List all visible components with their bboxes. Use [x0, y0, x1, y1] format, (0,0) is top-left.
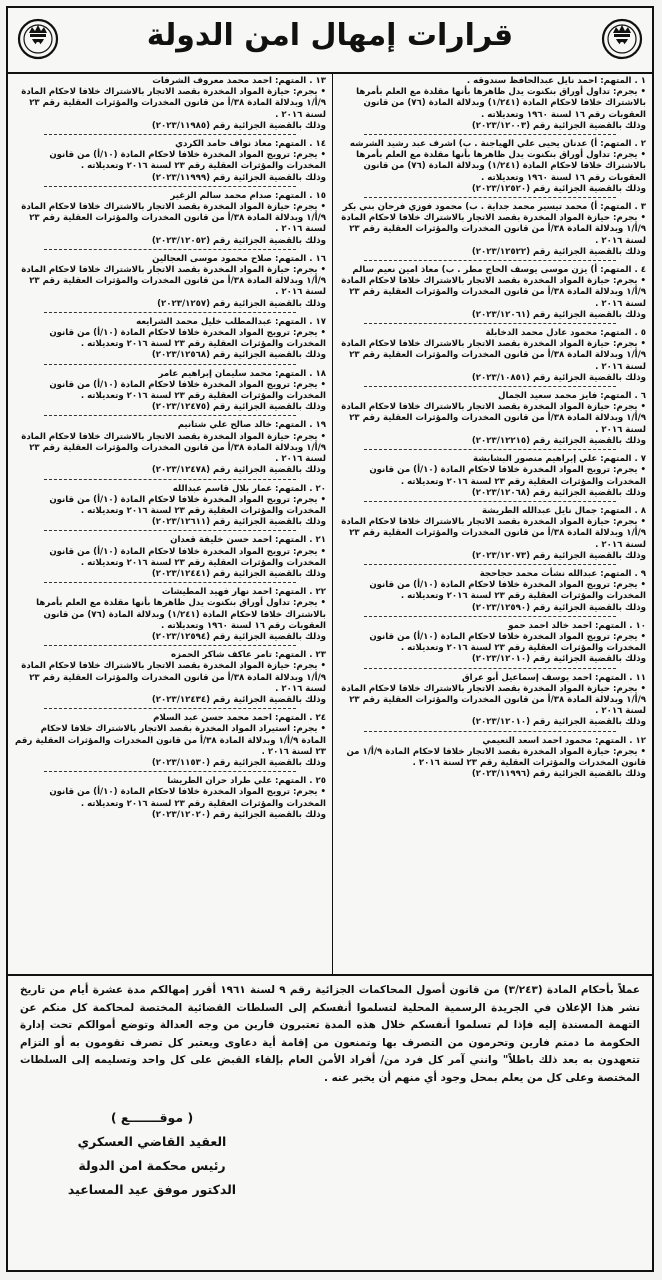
defendant-name: ١٣ . المتهم: احمد محمد معروف الشرفات [152, 76, 326, 86]
decision-entry [334, 328, 646, 384]
charge-text: • يجرم: حيازة المواد المخدرة بقصد الاتجار بالاشتراك خلافا لاحكام المادة ٩/أ/١ وبدلالة المادة ٣٨/أ من قانون المخدرات والمؤثرات العقلية رقم ٢٣ لسنة ٢٠١٦ . [21, 202, 326, 235]
charge-text: • يجرم: حيازة المواد المخدرة بقصد الاتجار خلافا لاحكام المادة ٩/أ/١ من قانون المخدرات والمؤثرات العقلية رقم ٢٣ لسنة ٢٠١٦ . [346, 746, 646, 768]
notice-paragraph: عملاً بأحكام المادة (٣/٢٤٣) من قانون أصول المحاكمات الجزائية رقم ٩ لسنة ١٩٦١ أقرر إمهالكم مدة عشرة أيام من تاريخ نشر هذا الإعلان في الجريدة الرسمية المحلية لتسلموا أنفسكم إلى السلطات القضائية المختصة لمحاكمة كل منكم عن التهمة المسندة إليه فإذا لم تسلموا أنفسكم خلال هذه المدة تعتبرون فارين من وجه العدالة وتوضع أموالكم تحت إدارة الحكومة ما دمتم فارين وتحرمون من التصرف بها وتمنعون من إقامة أية دعاوى ويعتبر كل تصرف تقومون به أو التزام تتعهدون به بعد ذلك باطلاً" وانني آمر كل فرد من/ أفراد الأمن العام بإلقاء القبض على كل واحد وتسليمه إلى السلطات المختصة وعلى كل من يعلم بمحل وجود أي منهم أن يخبر عنه . [20, 984, 640, 1084]
decision-entry [334, 621, 646, 666]
defendant-name: ٣ . المتهم: أ) محمد تيسير محمد جداية . ب) محمود فوزي فرحان بني بكر [342, 202, 646, 213]
entry-separator [44, 312, 296, 313]
decision-entry [14, 587, 326, 643]
entry-separator [364, 501, 616, 502]
charge-text: • يجرم: حيازة المواد المخدرة بقصد الاتجار بالاشتراك خلافا لاحكام المادة ٩/أ/١ وبدلالة المادة ٣٨/أ من قانون المخدرات والمؤثرات العقلية رقم ٢٣ لسنة ٢٠١٦ . [341, 517, 646, 550]
charge-text: • يجرم: حيازة المواد المخدرة بقصد الاتجار بالاشتراك خلافا لاحكام المادة ٩/أ/١ وبدلالة المادة ٣٨/أ من قانون المخدرات والمؤثرات العقلية رقم ٢٣ لسنة ٢٠١٦ . [21, 661, 326, 694]
defendant-name: ١١ . المتهم: احمد يوسف إسماعيل أبو عراق [461, 672, 646, 683]
defendant-name: ١٨ . المتهم: محمد سليمان إبراهيم عامر [158, 368, 326, 379]
entry-separator [44, 134, 296, 135]
case-number: وذلك بالقضية الجزائية رقم (٢٠٢٣/١٢٠٥٢) [151, 235, 326, 246]
signed-mark: ( موقـــــــع ) [110, 1110, 194, 1125]
jordan-crown-emblem-icon [16, 16, 60, 60]
notice-page [6, 6, 654, 1272]
case-number: وذلك بالقضية الجزائية رقم (٢٠٢٣/١٢٠٢٠) [151, 809, 326, 820]
header [8, 8, 652, 74]
entry-separator [44, 186, 296, 187]
defendant-name: ١٩ . المتهم: خالد صالح علي شتانيم [177, 420, 326, 431]
signer-rank: العقيد القاضي العسكري [77, 1134, 227, 1149]
entry-separator [44, 415, 296, 416]
decision-entry [334, 265, 646, 321]
charge-text: • يجرم: ترويج المواد المخدرة خلافا لاحكام المادة (١٠/أ) من قانون المخدرات والمؤثرات العقلية رقم ٢٣ لسنة ٢٠١٦ وتعديلاته . [369, 631, 646, 654]
charge-text: • يجرم: ترويج المواد المخدرة خلافا لاحكام المادة (١٠/أ) من قانون المخدرات والمؤثرات العقلية رقم ٢٣ لسنة ٢٠١٦ وتعديلاته . [49, 150, 326, 172]
defendant-name: ٥ . المتهم: محمود عادل محمد الدخابلة [485, 328, 646, 339]
entry-separator [364, 260, 616, 261]
signer-position: رئيس محكمة امن الدولة [78, 1158, 226, 1173]
decision-entry [334, 391, 646, 447]
defendant-name: ٢٢ . المتهم: احمد نهار فهيد المطيشات [161, 587, 326, 598]
case-number: وذلك بالقضية الجزائية رقم (٢٠٢٣/١٠٨٥١) [471, 372, 646, 383]
left-column [14, 76, 326, 976]
case-number: وذلك بالقضية الجزائية رقم (٢٠٢٣/١٢٦١١) [151, 517, 326, 528]
defendant-name: ١٤ . المتهم: معاذ نواف حامد الكردي [175, 139, 326, 150]
case-number: وذلك بالقضية الجزائية رقم (٢٠٢٣/١٢٠٦١) [471, 309, 646, 320]
defendant-name: ٢٠ . المتهم: عمار بلال قاسم عبدالله [172, 483, 326, 494]
decision-entry [334, 76, 646, 132]
case-number: وذلك بالقضية الجزائية رقم (٢٠٢٣/١١٩٨٥) [151, 120, 326, 131]
charge-text: • يجرم: ترويج المواد المخدرة خلافا لاحكام المادة (١٠/أ) من قانون المخدرات والمؤثرات العقلية رقم ٢٣ لسنة ٢٠١٦ وتعديلاته . [369, 580, 646, 602]
decision-entry [334, 202, 646, 258]
charge-text: • يجرم: حيازة المواد المخدرة بقصد الاتجار بالاشتراك خلافا لاحكام المادة ٩/أ/١ وبدلالة المادة ٣٨/أ من قانون المخدرات والمؤثرات العقلية رقم ٢٣ لسنة ٢٠١٦ . [341, 213, 646, 246]
entry-separator [364, 668, 616, 669]
decision-entry [334, 569, 646, 614]
charge-text: • يجرم: حيازة المواد المخدرة بقصد الاتجار بالاشتراك خلافا لاحكام المادة ٩/أ/١ وبدلالة المادة ٣٨/أ من قانون المخدرات والمؤثرات العقلية رقم ٢٣ لسنة ٢٠١٦ . [341, 683, 646, 717]
entry-separator [44, 364, 296, 365]
decision-entry [14, 317, 326, 362]
entry-separator [44, 249, 296, 250]
right-column [334, 76, 646, 976]
charge-text: • يجرم: تداول أوراق بنكنوت يدل ظاهرها بأنها مقلدة مع العلم بأمرها بالاشتراك خلافا لاحكام المادة (١/٢٤١) وبدلالة المادة (٧٦) من قانون العقوبات رقم ١٦ لسنة ١٩٦٠ وتعديلاته . [36, 598, 326, 631]
defendant-name: ١ . المتهم: احمد نايل عبدالحافظ سندوقه . [466, 76, 646, 86]
decision-entry [334, 673, 646, 729]
entry-separator [364, 134, 616, 135]
defendant-name: ١٦ . المتهم: صلاح محمود موسى العجالين [152, 253, 326, 264]
case-number: وذلك بالقضية الجزائية رقم (٢٠٢٣/١١٥٣٠) [151, 757, 326, 768]
decision-entry [14, 369, 326, 414]
charge-text: • يجرم: حيازة المواد المخدرة بقصد الاتجار بالاشتراك خلافا لاحكام المادة ٩/أ/١ وبدلالة المادة ٣٨/أ من قانون المخدرات والمؤثرات العقلية رقم ٢٣ لسنة ٢٠١٦ . [341, 339, 646, 372]
entry-separator [364, 323, 616, 324]
charge-text: • يجرم: حيازة المواد المخدرة بقصد الاتجار بالاشتراك خلافا لاحكام المادة ٩/أ/١ وبدلالة المادة ٣٨/أ من قانون المخدرات والمؤثرات العقلية رقم ٢٣ لسنة ٢٠١٦ . [341, 276, 646, 309]
defendant-name: ١٢ . المتهم: محمود احمد اسعد النعيمي [482, 735, 646, 746]
entry-separator [364, 731, 616, 732]
signature-block [32, 1106, 272, 1202]
decision-entry [14, 191, 326, 247]
charge-text: • يجرم: حيازة المواد المخدرة بقصد الاتجار بالاشتراك خلافا لاحكام المادة ٩/أ/١ وبدلالة المادة ٣٨/أ من قانون المخدرات والمؤثرات العقلية رقم ٢٣ لسنة ٢٠١٦ . [21, 265, 326, 298]
decision-entry [334, 736, 646, 781]
defendant-name: ٢ . المتهم: أ) عدنان يحيى علي الهياجنة . ب) اشرف عبد رشيد الشرشه [349, 139, 646, 150]
decision-entry [14, 650, 326, 706]
decision-entry [334, 454, 646, 499]
decision-entry [14, 254, 326, 310]
case-number: وذلك بالقضية الجزائية رقم (٢٠٢٣/١٢٢١٥) [471, 435, 646, 446]
charge-text: • يجرم: حيازة المواد المخدرة بقصد الاتجار بالاشتراك خلافا لاحكام المادة ٩/أ/١ وبدلالة المادة ٣٨/أ من قانون المخدرات والمؤثرات العقلية رقم ٢٣ لسنة ٢٠١٦ . [21, 87, 326, 120]
case-number: وذلك بالقضية الجزائية رقم (٢٠٢٣/١٢٥٩٠) [471, 602, 646, 613]
entry-separator [364, 616, 616, 617]
case-number: وذلك بالقضية الجزائية رقم (٢٠٢٣/١٢٠١٠) [471, 654, 646, 665]
decision-entry [334, 139, 646, 195]
entry-separator [364, 386, 616, 387]
defendant-name: ٤ . المتهم: أ) يزن موسى يوسف الحاج مطر . ب) معاذ امين نعيم سالم [352, 265, 646, 276]
case-number: وذلك بالقضية الجزائية رقم (٢٠٢٣/١٢٤٧٨) [151, 465, 326, 476]
case-number: وذلك بالقضية الجزائية رقم (٢٠٢٣/١١٩٩٦) [471, 769, 646, 780]
decision-entry [14, 76, 326, 132]
charge-text: • يجرم: ترويج المواد المخدرة خلافا لاحكام المادة (١٠/أ) من قانون المخدرات والمؤثرات العقلية رقم ٢٣ لسنة ٢٠١٦ وتعديلاته . [49, 328, 326, 350]
decision-entry [14, 535, 326, 580]
decision-entry [334, 506, 646, 562]
footer-divider [8, 974, 652, 976]
case-number: وذلك بالقضية الجزائية رقم (٢٠٢٣/١٢٥٦٨) [151, 350, 326, 361]
charge-text: • يجرم: ترويج المواد المخدرة خلافا لاحكام المادة (١٠/أ) من قانون المخدرات والمؤثرات العقلية رقم ٢٣ لسنة ٢٠١٦ وتعديلاته . [49, 494, 326, 516]
decision-entry [14, 420, 326, 476]
defendant-name: ٧ . المتهم: علي إبراهيم منصور البشابشة [473, 454, 646, 465]
defendant-name: ٦ . المتهم: فايز محمد سعيد الجمال [497, 391, 646, 402]
defendant-name: ١٠ . المتهم: احمد خالد احمد حمو [508, 620, 646, 631]
entry-separator [44, 530, 296, 531]
charge-text: • يجرم: استيراد المواد المخدرة بقصد الاتجار بالاشتراك خلافا لاحكام المادة ٩/أ/١ وبدلالة المادة ٣٨/أ من قانون المخدرات والمؤثرات العقلية رقم ٢٣ لسنة ٢٠١٦ . [15, 724, 326, 757]
page-title: قرارات إمهال امن الدولة [146, 18, 514, 53]
charge-text: • يجرم: حيازة المواد المخدرة بقصد الاتجار بالاشتراك خلافا لاحكام المادة ٩/أ/١ وبدلالة المادة ٣٨/أ من قانون المخدرات والمؤثرات العقلية رقم ٢٣ لسنة ٢٠١٦ . [341, 402, 646, 435]
entry-separator [44, 771, 296, 772]
decision-entry [14, 776, 326, 821]
defendant-name: ٢١ . المتهم: احمد حسن خليفة قعدان [170, 535, 326, 546]
charge-text: • يجرم: ترويج المواد المخدرة خلافا لاحكام المادة (١٠/أ) من قانون المخدرات والمؤثرات العقلية رقم ٢٣ لسنة ٢٠١٦ وتعديلاته . [49, 546, 326, 568]
entry-separator [364, 564, 616, 565]
entry-separator [44, 708, 296, 709]
charge-text: • يجرم: ترويج المواد المخدرة خلافا لاحكام المادة (١٠/أ) من قانون المخدرات والمؤثرات العقلية رقم ٢٣ لسنة ٢٠١٦ وتعديلاته . [49, 787, 326, 809]
case-number: وذلك بالقضية الجزائية رقم (٢٠٢٣/١٢٥٧) [157, 298, 326, 309]
column-divider [332, 72, 333, 974]
decision-entry [14, 139, 326, 184]
case-number: وذلك بالقضية الجزائية رقم (٢٠٢٣/١٢٤٧٥) [151, 402, 326, 413]
case-number: وذلك بالقضية الجزائية رقم (٢٠٢٣/١٢٠١٠) [471, 717, 646, 728]
case-number: وذلك بالقضية الجزائية رقم (٢٠٢٣/١٢٥٩٤) [151, 631, 326, 642]
charge-text: • يجرم: تداول أوراق بنكنوت يدل ظاهرها بأنها مقلدة مع العلم بأمرها بالاشتراك خلافا لاحكام المادة (١/٢٤١) وبدلالة المادة (٧٦) من قانون العقوبات رقم ١٦ لسنة ١٩٦٠ وتعديلاته . [356, 150, 646, 183]
case-number: وذلك بالقضية الجزائية رقم (٢٠٢٣/١٢٠٠٣) [471, 120, 646, 131]
defendant-name: ١٥ . المتهم: صدام محمد سالم الزغير [170, 190, 326, 201]
charge-text: • يجرم: ترويج المواد المخدرة خلافا لاحكام المادة (١٠/أ) من قانون المخدرات والمؤثرات العقلية رقم ٢٣ لسنة ٢٠١٦ وتعديلاته . [49, 379, 326, 402]
entry-separator [44, 479, 296, 480]
entry-separator [364, 197, 616, 198]
decision-entry [14, 484, 326, 529]
charge-text: • يجرم: ترويج المواد المخدرة خلافا لاحكام المادة (١٠/أ) من قانون المخدرات والمؤثرات العقلية رقم ٢٣ لسنة ٢٠١٦ وتعديلاته . [369, 465, 646, 487]
entry-separator [364, 449, 616, 450]
defendant-name: ٢٣ . المتهم: تامر عاكف شاكر الحمزه [170, 650, 326, 661]
case-number: وذلك بالقضية الجزائية رقم (٢٠٢٣/١٢٠٧٣) [471, 550, 646, 561]
case-number: وذلك بالقضية الجزائية رقم (٢٠٢٣/١٢٤٣٤) [151, 694, 326, 705]
case-number: وذلك بالقضية الجزائية رقم (٢٠٢٣/١٢٤٤١) [151, 568, 326, 579]
defendant-name: ٢٤ . المتهم: احمد محمد حسن عبد السلام [153, 713, 326, 724]
defendant-name: ٢٥ . المتهم: علي طراد حران الطريشا [167, 776, 326, 787]
decision-entry [14, 713, 326, 769]
entry-separator [44, 582, 296, 583]
jordan-crown-emblem-icon [600, 16, 644, 60]
defendant-name: ١٧ . المتهم: عبدالمطلب خليل محمد الشرايعه [136, 316, 326, 327]
charge-text: • يجرم: تداول أوراق بنكنوت يدل ظاهرها بأنها مقلدة مع العلم بأمرها بالاشتراك خلافا لاحكام المادة (١/٢٤١) وبدلالة المادة (٧٦) من قانون العقوبات رقم ١٦ لسنة ١٩٦٠ وتعديلاته . [356, 87, 646, 120]
charge-text: • يجرم: حيازة المواد المخدرة بقصد الاتجار بالاشتراك خلافا لاحكام المادة ٩/أ/١ وبدلالة المادة ٣٨/أ من قانون المخدرات والمؤثرات العقلية رقم ٢٣ لسنة ٢٠١٦ . [21, 431, 326, 465]
defendant-name: ٩ . المتهم: عبدالله نشأت محمد حجاحجة [479, 568, 646, 579]
entry-separator [44, 645, 296, 646]
signer-name: الدكتور موفق عيد المساعيد [67, 1182, 237, 1197]
defendant-name: ٨ . المتهم: جمال نايل عبدالله الطريشة [481, 505, 646, 516]
case-number: وذلك بالقضية الجزائية رقم (٢٠٢٣/١٢٥٢٠) [471, 183, 646, 194]
case-number: وذلك بالقضية الجزائية رقم (٢٠٢٣/١١٩٩٩) [151, 172, 326, 183]
case-number: وذلك بالقضية الجزائية رقم (٢٠٢٣/١٢٠٦٨) [471, 487, 646, 498]
case-number: وذلك بالقضية الجزائية رقم (٢٠٢٣/١٢٥٢٢) [471, 246, 646, 257]
